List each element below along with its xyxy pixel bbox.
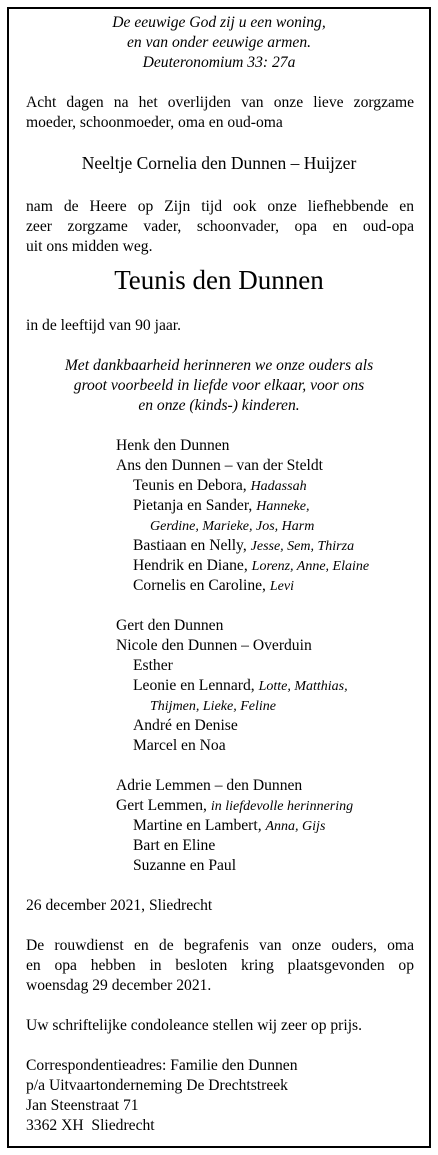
family-3-row-1: Martine en Lambert, Anna, Gijs: [133, 817, 326, 834]
date-place: 26 december 2021, Sliedrecht: [26, 897, 213, 914]
age-line: in de leeftijd van 90 jaar.: [26, 317, 182, 334]
family-1-head-1: Henk den Dunnen: [116, 437, 230, 454]
family-1-row-5: Cornelis en Caroline, Levi: [133, 577, 294, 594]
family-2-row-2-cont: Thijmen, Lieke, Feline: [150, 699, 276, 714]
family-2-head-1: Gert den Dunnen: [116, 617, 224, 634]
verse-line-1: De eeuwige God zij u een woning,: [112, 14, 326, 31]
obituary-card: [7, 7, 431, 1148]
address-line-2: p/a Uitvaartonderneming De Drechtstreek: [26, 1077, 288, 1094]
mother-name: Neeltje Cornelia den Dunnen – Huijzer: [81, 153, 357, 173]
service-line-1: De rouwdienst en de begrafenis van onze ouders, oma: [26, 937, 414, 954]
condolence-note: Uw schriftelijke condoleance stellen wij zeer op prijs.: [26, 1017, 363, 1034]
family-2-row-4: Marcel en Noa: [133, 737, 226, 754]
address-line-4: 3362 XH Sliedrecht: [26, 1117, 155, 1134]
gratitude-line-2: groot voorbeeld in liefde voor elkaar, voor ons: [73, 377, 365, 394]
service-line-3: woensdag 29 december 2021.: [26, 977, 212, 994]
family-1-row-1: Teunis en Debora, Hadassah: [133, 477, 307, 494]
middle-line-2: zeer zorgzame vader, schoonvader, opa en oud-opa: [26, 218, 414, 235]
family-1-head-2: Ans den Dunnen – van der Steldt: [116, 457, 324, 474]
verse-reference: Deuteronomium 33: 27a: [142, 54, 296, 71]
intro-line-2: moeder, schoonmoeder, oma en oud-oma: [26, 114, 283, 131]
family-1-row-2: Pietanja en Sander, Hanneke,: [133, 497, 310, 514]
family-3-head-2: Gert Lemmen, in liefdevolle herinnering: [116, 797, 354, 814]
family-2-row-2: Leonie en Lennard, Lotte, Matthias,: [133, 677, 348, 694]
address-line-3: Jan Steenstraat 71: [26, 1097, 139, 1114]
verse-line-2: en van onder eeuwige armen.: [126, 34, 312, 51]
middle-line-3: uit ons midden weg.: [26, 238, 153, 255]
father-name: Teunis den Dunnen: [114, 265, 324, 295]
gratitude-line-3: en onze (kinds-) kinderen.: [138, 397, 300, 414]
family-2-row-1: Esther: [133, 657, 173, 674]
family-2-row-3: André en Denise: [133, 717, 238, 734]
gratitude-line-1: Met dankbaarheid herinneren we onze ouders als: [64, 357, 374, 374]
family-1-row-3: Bastiaan en Nelly, Jesse, Sem, Thirza: [133, 537, 355, 554]
family-3-head-1: Adrie Lemmen – den Dunnen: [116, 777, 303, 794]
address-line-1: Correspondentieadres: Familie den Dunnen: [26, 1057, 298, 1074]
family-1-row-4: Hendrik en Diane, Lorenz, Anne, Elaine: [133, 557, 370, 574]
intro-line-1: Acht dagen na het overlijden van onze lieve zorgzame: [26, 94, 414, 111]
family-2-head-2: Nicole den Dunnen – Overduin: [116, 637, 312, 654]
family-3-row-2: Bart en Eline: [133, 837, 216, 854]
family-3-row-3: Suzanne en Paul: [133, 857, 237, 874]
middle-line-1: nam de Heere op Zijn tijd ook onze liefhebbende en: [26, 198, 414, 215]
service-line-2: en opa hebben in besloten kring plaatsgevonden op: [26, 957, 414, 974]
family-1-row-2-cont: Gerdine, Marieke, Jos, Harm: [150, 519, 315, 534]
